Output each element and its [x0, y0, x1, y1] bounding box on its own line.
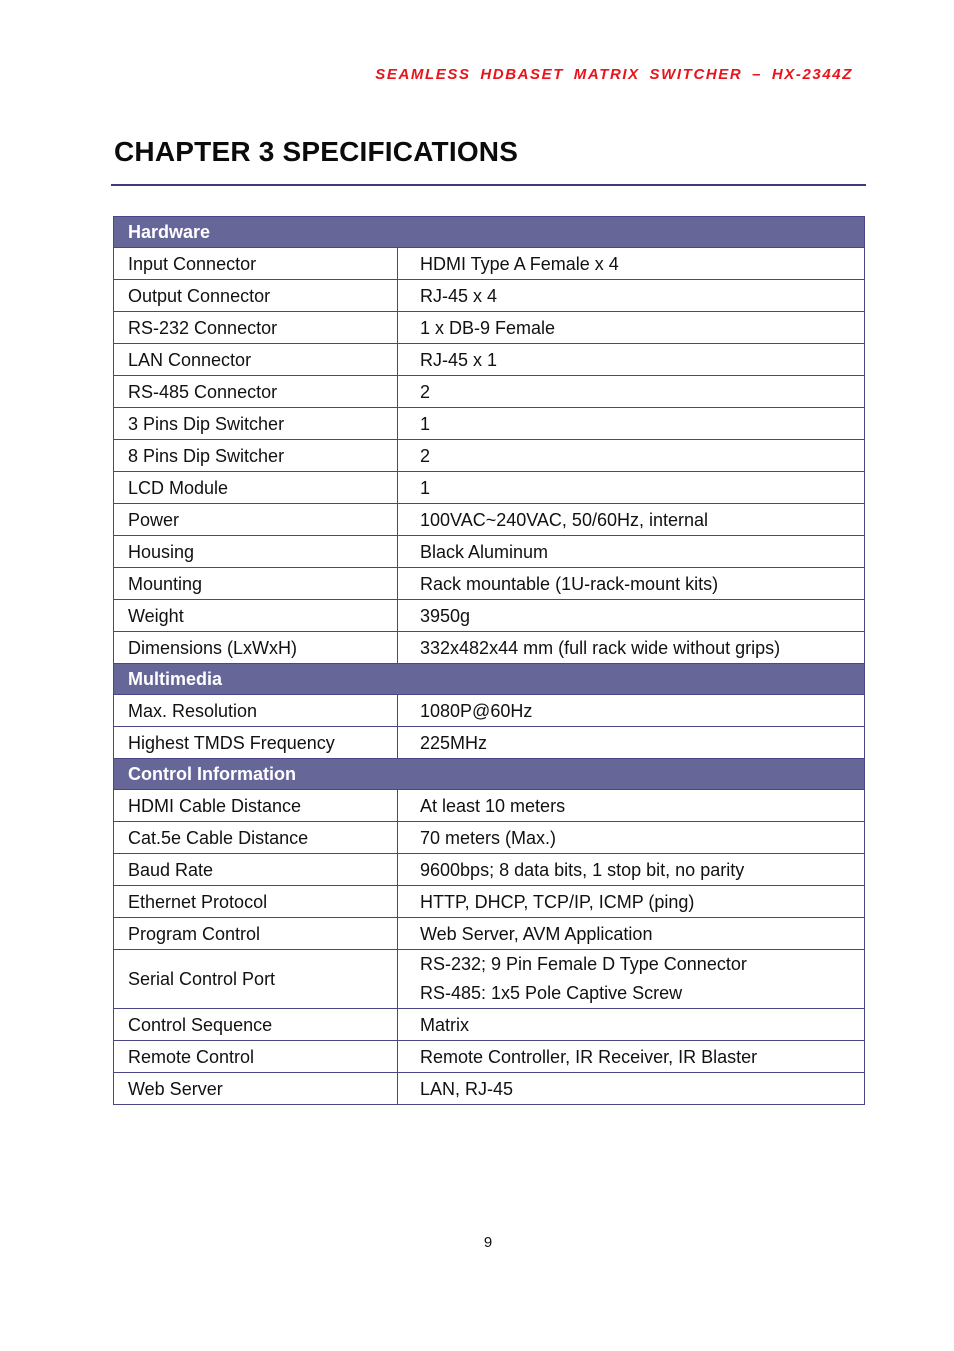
table-row [114, 854, 865, 886]
spec-label: RS-232 Connector [114, 312, 398, 344]
table-row [114, 632, 865, 664]
spec-value: 3950g [398, 600, 865, 632]
spec-label: HDMI Cable Distance [114, 790, 398, 822]
section-title: Hardware [114, 217, 865, 248]
table-row [114, 312, 865, 344]
spec-label: Control Sequence [114, 1009, 398, 1041]
spec-value-multiline [398, 950, 865, 1009]
spec-value: RJ-45 x 1 [398, 344, 865, 376]
table-row [114, 695, 865, 727]
table-row [114, 248, 865, 280]
table-row [114, 536, 865, 568]
spec-label: Web Server [114, 1073, 398, 1105]
spec-value-line: RS-232; 9 Pin Female D Type Connector [420, 954, 747, 974]
spec-label: Max. Resolution [114, 695, 398, 727]
spec-value: 9600bps; 8 data bits, 1 stop bit, no parity [398, 854, 865, 886]
spec-label: Weight [114, 600, 398, 632]
spec-value: HDMI Type A Female x 4 [398, 248, 865, 280]
spec-label: Ethernet Protocol [114, 886, 398, 918]
spec-label: Serial Control Port [114, 950, 398, 1009]
spec-value: 2 [398, 440, 865, 472]
spec-label: Output Connector [114, 280, 398, 312]
spec-value: 1 [398, 408, 865, 440]
spec-label: Highest TMDS Frequency [114, 727, 398, 759]
table-row [114, 1009, 865, 1041]
spec-label: Mounting [114, 568, 398, 600]
running-header: SEAMLESS HDBASET MATRIX SWITCHER – HX-2344Z [375, 66, 853, 83]
spec-value: 2 [398, 376, 865, 408]
table-row [114, 376, 865, 408]
spec-label: RS-485 Connector [114, 376, 398, 408]
spec-value: 1 x DB-9 Female [398, 312, 865, 344]
spec-label: 3 Pins Dip Switcher [114, 408, 398, 440]
table-row [114, 440, 865, 472]
spec-label: Remote Control [114, 1041, 398, 1073]
specifications-table [113, 216, 865, 1105]
spec-value: LAN, RJ-45 [398, 1073, 865, 1105]
spec-value: 225MHz [398, 727, 865, 759]
table-row [114, 344, 865, 376]
spec-label: LCD Module [114, 472, 398, 504]
spec-value: Matrix [398, 1009, 865, 1041]
spec-value: At least 10 meters [398, 790, 865, 822]
table-row [114, 918, 865, 950]
spec-value: Remote Controller, IR Receiver, IR Blaster [398, 1041, 865, 1073]
table-row [114, 408, 865, 440]
table-row [114, 886, 865, 918]
spec-value: 100VAC~240VAC, 50/60Hz, internal [398, 504, 865, 536]
spec-label: Housing [114, 536, 398, 568]
chapter-title: CHAPTER 3 SPECIFICATIONS [114, 136, 519, 167]
spec-label: Program Control [114, 918, 398, 950]
spec-label: Cat.5e Cable Distance [114, 822, 398, 854]
table-row [114, 727, 865, 759]
title-divider [111, 184, 866, 186]
table-row [114, 822, 865, 854]
spec-label: 8 Pins Dip Switcher [114, 440, 398, 472]
spec-value: Black Aluminum [398, 536, 865, 568]
spec-value: RJ-45 x 4 [398, 280, 865, 312]
spec-label: Dimensions (LxWxH) [114, 632, 398, 664]
spec-value: 332x482x44 mm (full rack wide without grips) [398, 632, 865, 664]
section-header-multimedia [114, 664, 865, 695]
section-title: Control Information [114, 759, 865, 790]
spec-label: LAN Connector [114, 344, 398, 376]
spec-value: Rack mountable (1U-rack-mount kits) [398, 568, 865, 600]
table-row [114, 504, 865, 536]
table-row [114, 600, 865, 632]
table-row [114, 280, 865, 312]
page-number: 9 [483, 1234, 493, 1251]
section-title: Multimedia [114, 664, 865, 695]
table-row [114, 950, 865, 1009]
table-row [114, 472, 865, 504]
spec-value: HTTP, DHCP, TCP/IP, ICMP (ping) [398, 886, 865, 918]
table-row [114, 1073, 865, 1105]
spec-label: Input Connector [114, 248, 398, 280]
spec-label: Baud Rate [114, 854, 398, 886]
section-header-hardware [114, 217, 865, 248]
spec-value: Web Server, AVM Application [398, 918, 865, 950]
spec-value: 70 meters (Max.) [398, 822, 865, 854]
table-row [114, 1041, 865, 1073]
spec-value-line: RS-485: 1x5 Pole Captive Screw [420, 983, 683, 1003]
section-header-control-information [114, 759, 865, 790]
table-row [114, 568, 865, 600]
table-row [114, 790, 865, 822]
spec-value: 1080P@60Hz [398, 695, 865, 727]
spec-label: Power [114, 504, 398, 536]
spec-value: 1 [398, 472, 865, 504]
